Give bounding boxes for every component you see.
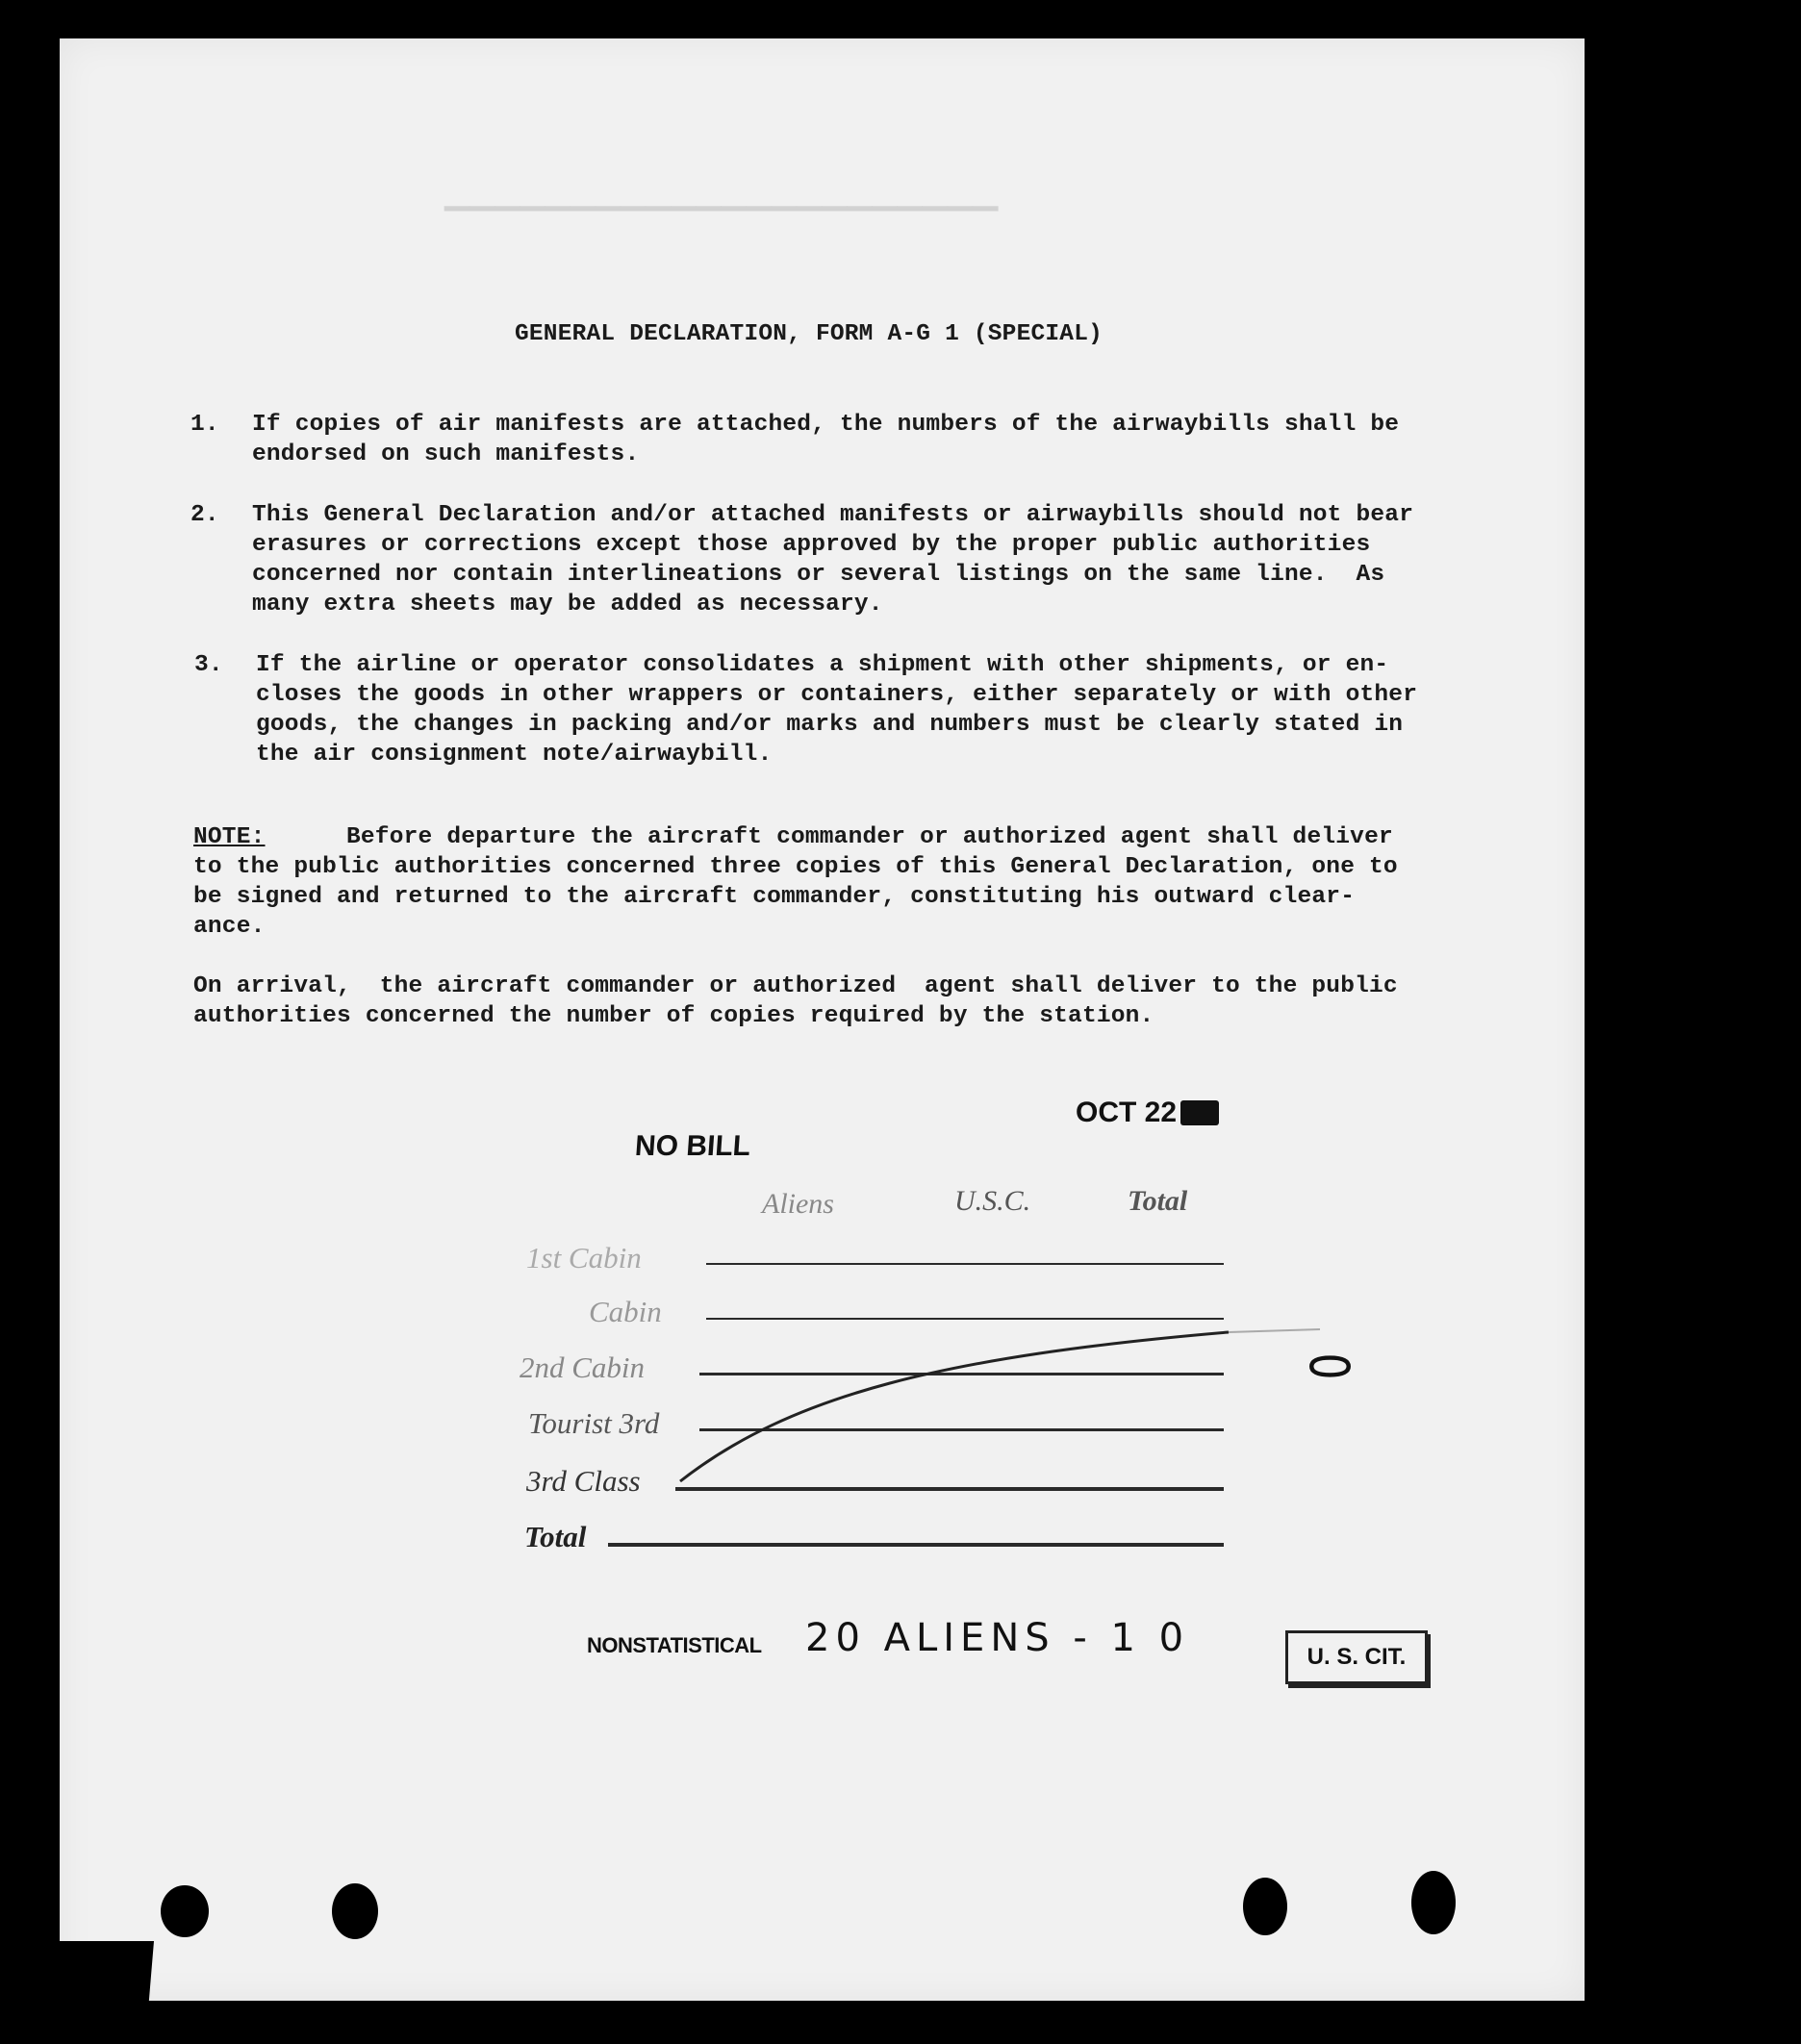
- note-line-1: Before departure the aircraft commander or authorized agent shall deliver: [346, 824, 1393, 850]
- item-2-line-2: erasures or corrections except those approved by the proper public authorities: [252, 532, 1371, 558]
- document-page: [60, 38, 1585, 2001]
- arrival-line-1: On arrival, the aircraft commander or authorized agent shall deliver to the public: [193, 973, 1398, 999]
- date-stamp-text: OCT 22: [1076, 1097, 1178, 1128]
- note-line-4: ance.: [193, 914, 266, 940]
- punch-hole: [1411, 1871, 1456, 1934]
- bleed-through-texture: ▁▁▁▁▁▁▁▁▁▁▁▁▁▁▁▁▁▁▁▁▁▁: [444, 175, 999, 211]
- item-2-line-3: concerned nor contain interlineations or several listings on the same line. As: [252, 562, 1385, 588]
- page-title: GENERAL DECLARATION, FORM A-G 1 (SPECIAL): [515, 321, 1103, 347]
- arrival-line-2: authorities concerned the number of copies required by the station.: [193, 1003, 1154, 1029]
- item-number: 1.: [190, 412, 219, 438]
- item-2-line-1: This General Declaration and/or attached manifests or airwaybills should not bear: [252, 502, 1414, 528]
- us-cit-stamp: U. S. CIT.: [1285, 1630, 1428, 1684]
- no-bill-stamp: NO BILL: [633, 1130, 752, 1162]
- pen-stroke: [60, 38, 1585, 2001]
- note-line-2: to the public authorities concerned three copies of this General Declaration, one to: [193, 854, 1398, 880]
- item-2-line-4: many extra sheets may be added as necessary.: [252, 592, 883, 618]
- nonstatistical-stamp: NONSTATISTICAL: [587, 1633, 762, 1657]
- column-header-usc: U.S.C.: [954, 1185, 1031, 1217]
- punch-hole: [161, 1885, 209, 1937]
- item-3-line-2: closes the goods in other wrappers or containers, either separately or with other: [256, 682, 1418, 708]
- row-label-1st-cabin: 1st Cabin: [526, 1241, 642, 1274]
- row-label-total: Total: [524, 1520, 587, 1553]
- handwritten-zero: 0: [1296, 1352, 1361, 1386]
- handwritten-aliens-count: 20 ALIENS - 1 0: [805, 1616, 1190, 1660]
- row-label-tourist-3rd: Tourist 3rd: [528, 1406, 660, 1440]
- diagonal-stroke: [680, 1332, 1229, 1481]
- item-3-line-1: If the airline or operator consolidates a shipment with other shipments, or en-: [256, 652, 1389, 678]
- column-header-aliens: Aliens: [762, 1188, 834, 1220]
- row-label-3rd-class: 3rd Class: [526, 1464, 641, 1498]
- tail-stroke: [1229, 1329, 1320, 1332]
- row-label-cabin: Cabin: [589, 1295, 662, 1328]
- column-header-total: Total: [1128, 1185, 1188, 1217]
- note-line-3: be signed and returned to the aircraft commander, constituting his outward clear-: [193, 884, 1356, 910]
- punch-hole: [1243, 1878, 1287, 1935]
- punch-hole: [332, 1883, 378, 1939]
- item-1-line-1: If copies of air manifests are attached, the numbers of the airwaybills shall be: [252, 412, 1400, 438]
- item-number: 3.: [194, 652, 223, 678]
- item-3-line-4: the air consignment note/airwaybill.: [256, 742, 773, 768]
- item-3-line-3: goods, the changes in packing and/or marks and numbers must be clearly stated in: [256, 712, 1404, 738]
- item-number: 2.: [190, 502, 219, 528]
- item-1-line-2: endorsed on such manifests.: [252, 442, 640, 467]
- row-label-2nd-cabin: 2nd Cabin: [520, 1350, 646, 1384]
- note-label: NOTE:: [193, 824, 266, 850]
